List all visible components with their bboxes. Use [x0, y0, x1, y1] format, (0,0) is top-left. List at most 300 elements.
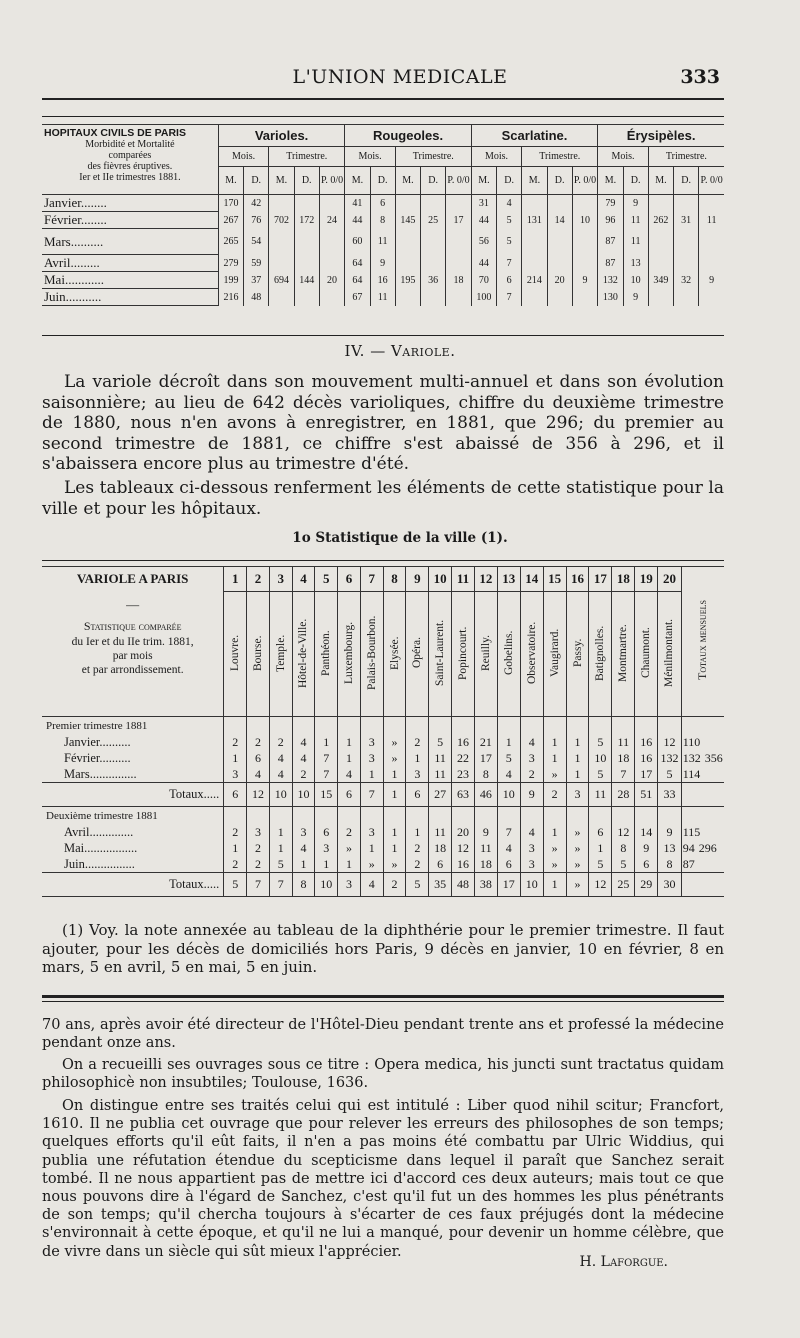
- month-cell: 1: [338, 735, 361, 751]
- arr-number: 7: [360, 567, 383, 592]
- col-header-col_d: D.: [497, 167, 522, 195]
- month-cell: 1: [406, 751, 429, 767]
- empty-cell: [292, 717, 315, 735]
- empty-cell: [338, 807, 361, 825]
- hospital-cell: [572, 289, 597, 306]
- arr-name: Luxembourg.: [343, 621, 356, 684]
- month-cell: 16: [452, 857, 475, 873]
- hospital-cell: [547, 195, 572, 212]
- hospital-cell: 79: [598, 195, 623, 212]
- feuilleton-rule-2: [42, 1001, 724, 1002]
- empty-cell: [224, 717, 247, 735]
- month-cell: 17: [635, 767, 658, 783]
- trimestre-header: Trimestre.: [522, 147, 598, 167]
- arr-name-cell: [247, 592, 270, 717]
- hospital-cell: [674, 255, 699, 272]
- feuilleton-para-3: On distingue entre ses traités celui qui est intitulé : Liber quod nihil scitur; Francfort, 1610. Il ne publia cet ouvrage que pour relever les erreurs des philosophes de son temps; quelques efforts qu'il eût faits, il n'en a pas moins été combattu par Ulric Widdius, qui publia une réfutation étendue du scepticisme dans lequel il paraît que Sanchez serait tombé. Il ne nous appartient pas de mettre ici d'accord ces deux auteurs; mais tout ce que nous pouvons dire à l'égard de Sanchez, c'est qu'il fut un des hommes les plus pénétrants de son temps; qu'il chercha toujours à s'écarter de ces faux préjugés dont la médecine s'environnait à cette époque, et qu'il ne lui a manqué, pour devenir un homme célèbre, que de vivre dans un siècle qui sût mieux l'apprécier.: [42, 1098, 724, 1260]
- month-cell: 7: [315, 751, 338, 767]
- hospital-cell: 7: [497, 255, 522, 272]
- arr-name: Batignolles.: [594, 624, 607, 681]
- month-cell: 3: [360, 825, 383, 841]
- month-cell: 2: [247, 735, 270, 751]
- empty-cell: [383, 807, 406, 825]
- month-cell: 3: [360, 751, 383, 767]
- paragraph-2: Les tableaux ci-dessous renferment les éléments de cette statistique pour la ville et pour les hôpitaux.: [42, 478, 724, 519]
- col-header-col_p: P. 0/0: [319, 167, 344, 195]
- hospital-cell: 70: [471, 272, 496, 289]
- totals-cell: 7: [247, 873, 270, 897]
- caption-line-d: et par arrondissement.: [81, 664, 184, 676]
- hospital-cell: 64: [345, 272, 370, 289]
- arr-number: 8: [383, 567, 406, 592]
- signature: H. Laforgue.: [579, 1254, 668, 1270]
- month-total-value: 110: [682, 735, 701, 749]
- month-cell: 9: [635, 841, 658, 857]
- hospital-cell: 702: [269, 212, 294, 229]
- month-cell: 1: [224, 841, 247, 857]
- hospital-cell: 7: [497, 289, 522, 306]
- hospital-cell: 59: [244, 255, 269, 272]
- empty-cell: [452, 717, 475, 735]
- arr-name: Ménilmontant.: [663, 618, 676, 687]
- month-row: [42, 751, 724, 767]
- month-cell: 4: [520, 825, 543, 841]
- totals-cell: 15: [315, 783, 338, 807]
- caption-line-b: du Ier et du IIe trim. 1881,: [71, 636, 194, 648]
- trimester-label: Deuxième trimestre 1881: [42, 807, 224, 825]
- hospital-cell: [446, 229, 471, 255]
- totals-cell: 2: [383, 873, 406, 897]
- col-header-col_p: P. 0/0: [699, 167, 724, 195]
- caption-line-3: des fièvres éruptives.: [87, 161, 173, 172]
- hospital-cell: [319, 289, 344, 306]
- hospital-cell: 17: [446, 212, 471, 229]
- month-cell: 22: [452, 751, 475, 767]
- col-header-col_m: M.: [395, 167, 420, 195]
- totals-cell: 12: [589, 873, 612, 897]
- month-cell: 1: [338, 751, 361, 767]
- col-header-col_m: M.: [345, 167, 370, 195]
- col-header-col_d: D.: [547, 167, 572, 195]
- city-table: [42, 566, 724, 897]
- hospital-cell: [269, 229, 294, 255]
- totals-cell: 28: [612, 783, 635, 807]
- hospital-row: [42, 195, 724, 212]
- hospital-cell: 44: [345, 212, 370, 229]
- hospital-cell: 144: [294, 272, 319, 289]
- empty-cell: [635, 807, 658, 825]
- hospital-cell: [421, 195, 446, 212]
- hospital-cell: 31: [674, 212, 699, 229]
- month-cell: 4: [292, 841, 315, 857]
- month-cell: 11: [429, 751, 452, 767]
- month-row: [42, 857, 724, 873]
- totals-cell: 10: [520, 873, 543, 897]
- month-cell: 1: [543, 825, 566, 841]
- empty-cell: [247, 717, 270, 735]
- month-cell: 18: [474, 857, 497, 873]
- header-rule: [42, 98, 724, 100]
- month-cell: 1: [338, 857, 361, 873]
- totals-cell: 63: [452, 783, 475, 807]
- month-cell: 4: [497, 767, 520, 783]
- hospital-cell: [294, 289, 319, 306]
- month-cell: 16: [452, 735, 475, 751]
- hospital-cell: [294, 255, 319, 272]
- hospital-cell: 6: [497, 272, 522, 289]
- month-cell: 3: [292, 825, 315, 841]
- subsection-title: 1o Statistique de la ville (1).: [292, 530, 508, 546]
- arr-name-cell: [224, 592, 247, 717]
- arr-number: 16: [566, 567, 589, 592]
- month-cell: 21: [474, 735, 497, 751]
- arr-number: 6: [338, 567, 361, 592]
- month-cell: 9: [474, 825, 497, 841]
- empty-cell: [429, 717, 452, 735]
- hospital-cell: 11: [370, 289, 395, 306]
- hospital-cell: 130: [598, 289, 623, 306]
- arr-number: 11: [452, 567, 475, 592]
- month-cell: 6: [635, 857, 658, 873]
- month-cell: 2: [292, 767, 315, 783]
- col-header-col_d: D.: [623, 167, 648, 195]
- month-cell: 3: [520, 751, 543, 767]
- arr-name-cell: [452, 592, 475, 717]
- hospital-cell: 262: [648, 212, 673, 229]
- month-total: [681, 751, 724, 767]
- arr-name-cell: [383, 592, 406, 717]
- totals-cell: 2: [543, 783, 566, 807]
- totals-header-label: Totaux mensuels: [695, 600, 710, 680]
- col-header-col_p: P. 0/0: [572, 167, 597, 195]
- empty-cell: [566, 717, 589, 735]
- arr-number: 20: [658, 567, 682, 592]
- totals-cell: 9: [520, 783, 543, 807]
- empty-cell: [681, 807, 724, 825]
- totals-cell: 6: [406, 783, 429, 807]
- hospital-row: [42, 255, 724, 272]
- month-cell: 16: [635, 735, 658, 751]
- totals-cell: 35: [429, 873, 452, 897]
- hospital-cell: [395, 255, 420, 272]
- hospital-cell: [269, 289, 294, 306]
- hospital-cell: 145: [395, 212, 420, 229]
- totals-cell: 10: [315, 873, 338, 897]
- arr-number: 4: [292, 567, 315, 592]
- hospital-cell: 87: [598, 255, 623, 272]
- month-cell: 1: [224, 751, 247, 767]
- month-row: [42, 735, 724, 751]
- totals-cell: 30: [658, 873, 682, 897]
- month-cell: 1: [543, 751, 566, 767]
- month-cell: 17: [474, 751, 497, 767]
- month-cell: 14: [635, 825, 658, 841]
- month-cell: 4: [497, 841, 520, 857]
- month-label: Juin................: [42, 857, 224, 873]
- totals-cell: 46: [474, 783, 497, 807]
- arr-name: Louvre.: [229, 634, 242, 671]
- caption-line-2: comparées: [108, 150, 152, 161]
- month-cell: 2: [247, 857, 270, 873]
- hospital-cell: 56: [471, 229, 496, 255]
- hospital-cell: 349: [648, 272, 673, 289]
- empty-cell: [315, 807, 338, 825]
- running-title: L'UNION MEDICALE: [292, 66, 508, 88]
- arr-name-cell: [406, 592, 429, 717]
- hospital-cell: 37: [244, 272, 269, 289]
- hospital-cell: 10: [572, 212, 597, 229]
- month-cell: 2: [406, 735, 429, 751]
- totals-header: [681, 567, 724, 717]
- hospital-cell: 96: [598, 212, 623, 229]
- totals-cell: 51: [635, 783, 658, 807]
- hospital-cell: 216: [218, 289, 243, 306]
- arr-number: 18: [612, 567, 635, 592]
- month-cell: 2: [224, 825, 247, 841]
- hospital-cell: [319, 195, 344, 212]
- arr-name: Passy.: [571, 638, 584, 667]
- totals-cell: 10: [497, 783, 520, 807]
- month-cell: 5: [269, 857, 292, 873]
- month-cell: »: [566, 825, 589, 841]
- month-cell: 1: [292, 857, 315, 873]
- hospital-cell: [648, 195, 673, 212]
- trimester-sum: 296: [698, 841, 717, 855]
- hospital-cell: [446, 255, 471, 272]
- empty-cell: [474, 717, 497, 735]
- month-cell: 2: [520, 767, 543, 783]
- arr-name-cell: [429, 592, 452, 717]
- hospital-cell: 48: [244, 289, 269, 306]
- col-header-col_m: M.: [269, 167, 294, 195]
- month-cell: 3: [406, 767, 429, 783]
- hospital-cell: [674, 289, 699, 306]
- caption-dash: —: [126, 597, 140, 612]
- month-cell: 2: [269, 735, 292, 751]
- hospital-table-caption: [42, 125, 218, 195]
- hospital-cell: 172: [294, 212, 319, 229]
- month-cell: 1: [360, 841, 383, 857]
- empty-cell: [269, 717, 292, 735]
- hospital-cell: 199: [218, 272, 243, 289]
- empty-cell: [658, 717, 682, 735]
- hospital-table-title: HOPITAUX CIVILS DE PARIS: [44, 127, 186, 139]
- arr-name: Temple.: [274, 633, 287, 672]
- month-cell: 20: [452, 825, 475, 841]
- month-cell: »: [338, 841, 361, 857]
- hospital-cell: [319, 229, 344, 255]
- month-total-value: 132: [682, 751, 701, 765]
- month-cell: 3: [315, 841, 338, 857]
- arr-name: Saint-Laurent.: [434, 619, 447, 686]
- month-cell: 1: [315, 735, 338, 751]
- hospital-cell: [699, 229, 724, 255]
- arr-name-cell: [360, 592, 383, 717]
- month-cell: 13: [658, 841, 682, 857]
- month-cell: 8: [612, 841, 635, 857]
- empty-cell: [269, 807, 292, 825]
- col-header-col_m: M.: [648, 167, 673, 195]
- hospital-cell: [395, 289, 420, 306]
- totals-row: [42, 873, 724, 897]
- empty-cell: [360, 717, 383, 735]
- totals-cell: 33: [658, 783, 682, 807]
- hospital-cell: [648, 255, 673, 272]
- hospital-cell: [522, 229, 547, 255]
- hospital-cell: 20: [319, 272, 344, 289]
- month-total-value: 94: [682, 841, 695, 855]
- city-table-title: VARIOLE A PARIS: [76, 571, 189, 586]
- empty-cell: [681, 717, 724, 735]
- totals-cell: 4: [360, 873, 383, 897]
- month-row: [42, 825, 724, 841]
- month-total: [681, 825, 724, 841]
- month-cell: 7: [612, 767, 635, 783]
- arr-name: Panthéon.: [320, 629, 333, 676]
- totals-cell: 12: [247, 783, 270, 807]
- month-cell: 16: [635, 751, 658, 767]
- totals-empty: [681, 873, 724, 897]
- hospital-cell: 25: [421, 212, 446, 229]
- month-cell: 5: [429, 735, 452, 751]
- month-cell: 1: [566, 751, 589, 767]
- hospital-cell: 14: [547, 212, 572, 229]
- empty-cell: [315, 717, 338, 735]
- month-cell: 5: [589, 767, 612, 783]
- month-cell: 4: [247, 767, 270, 783]
- month-cell: 4: [292, 751, 315, 767]
- hospital-cell: 9: [623, 289, 648, 306]
- empty-cell: [520, 717, 543, 735]
- disease-erysipeles: Érysipèles.: [598, 125, 724, 147]
- hospital-row: [42, 212, 724, 229]
- arr-name-cell: [635, 592, 658, 717]
- totals-cell: 17: [497, 873, 520, 897]
- hospital-cell: [395, 229, 420, 255]
- month-cell: »: [543, 841, 566, 857]
- month-cell: 11: [429, 825, 452, 841]
- arr-number: 5: [315, 567, 338, 592]
- hospital-cell: [269, 255, 294, 272]
- totals-cell: 38: [474, 873, 497, 897]
- month-cell: 1: [269, 841, 292, 857]
- arr-number: 14: [520, 567, 543, 592]
- hospital-cell: 9: [572, 272, 597, 289]
- month-total-value: 87: [682, 856, 695, 871]
- hospital-cell: 9: [699, 272, 724, 289]
- month-cell: 3: [247, 825, 270, 841]
- month-total: [681, 735, 724, 751]
- month-label: Janvier........: [42, 195, 218, 212]
- arr-name-cell: [474, 592, 497, 717]
- hospital-cell: 16: [370, 272, 395, 289]
- totals-cell: 25: [612, 873, 635, 897]
- totals-cell: 1: [383, 783, 406, 807]
- mois-header: Mois.: [471, 147, 522, 167]
- totals-row: [42, 783, 724, 807]
- month-cell: 8: [474, 767, 497, 783]
- hospital-row: [42, 289, 724, 306]
- month-cell: 3: [520, 841, 543, 857]
- month-cell: »: [566, 857, 589, 873]
- hospital-cell: [522, 255, 547, 272]
- month-cell: 3: [360, 735, 383, 751]
- section-title: IV. — Variole.: [344, 342, 456, 360]
- month-total-value: 114: [682, 766, 701, 781]
- mois-header: Mois.: [598, 147, 649, 167]
- month-cell: 1: [406, 825, 429, 841]
- col-header-col_d: D.: [294, 167, 319, 195]
- hospital-cell: [269, 195, 294, 212]
- month-cell: 2: [247, 841, 270, 857]
- month-cell: 7: [497, 825, 520, 841]
- hospital-cell: 44: [471, 212, 496, 229]
- hospital-cell: [648, 229, 673, 255]
- arr-name-cell: [497, 592, 520, 717]
- col-header-col_d: D.: [370, 167, 395, 195]
- caption-line-1: Morbidité et Mortalité: [85, 139, 175, 150]
- hospital-cell: 36: [421, 272, 446, 289]
- hospital-cell: 41: [345, 195, 370, 212]
- arr-name-cell: [612, 592, 635, 717]
- hospital-cell: [572, 195, 597, 212]
- month-cell: 1: [383, 825, 406, 841]
- hospital-cell: [572, 255, 597, 272]
- arr-number: 1: [224, 567, 247, 592]
- col-header-col_d: D.: [421, 167, 446, 195]
- month-cell: 1: [315, 857, 338, 873]
- disease-scarlatine: Scarlatine.: [471, 125, 597, 147]
- hospital-cell: 54: [244, 229, 269, 255]
- hospital-cell: [421, 229, 446, 255]
- month-label: Mai.................: [42, 841, 224, 857]
- empty-cell: [520, 807, 543, 825]
- hospital-cell: [699, 195, 724, 212]
- hospital-cell: 5: [497, 212, 522, 229]
- col-header-col_m: M.: [522, 167, 547, 195]
- hospital-row: [42, 229, 724, 255]
- totals-empty: [681, 783, 724, 807]
- arr-name: Reuilly.: [479, 634, 492, 671]
- totals-cell: 5: [406, 873, 429, 897]
- hospital-cell: 214: [522, 272, 547, 289]
- totals-cell: 1: [543, 873, 566, 897]
- empty-cell: [497, 717, 520, 735]
- hospital-cell: [699, 289, 724, 306]
- month-cell: 1: [589, 841, 612, 857]
- month-label: Mars..........: [42, 229, 218, 255]
- hospital-cell: 279: [218, 255, 243, 272]
- totals-cell: 10: [292, 783, 315, 807]
- caption-line-4: Ier et IIe trimestres 1881.: [79, 172, 181, 183]
- page-number: 333: [680, 66, 720, 88]
- month-cell: 1: [269, 825, 292, 841]
- hospital-cell: [674, 229, 699, 255]
- month-cell: »: [383, 735, 406, 751]
- hospital-cell: [522, 289, 547, 306]
- hospital-cell: 4: [497, 195, 522, 212]
- hospital-cell: [319, 255, 344, 272]
- arr-number: 19: [635, 567, 658, 592]
- month-total: [681, 841, 724, 857]
- empty-cell: [338, 717, 361, 735]
- totals-cell: 6: [224, 783, 247, 807]
- hospital-cell: 132: [598, 272, 623, 289]
- month-total-value: 115: [682, 825, 701, 839]
- hospital-cell: [648, 289, 673, 306]
- arr-name-cell: [543, 592, 566, 717]
- month-cell: 8: [658, 857, 682, 873]
